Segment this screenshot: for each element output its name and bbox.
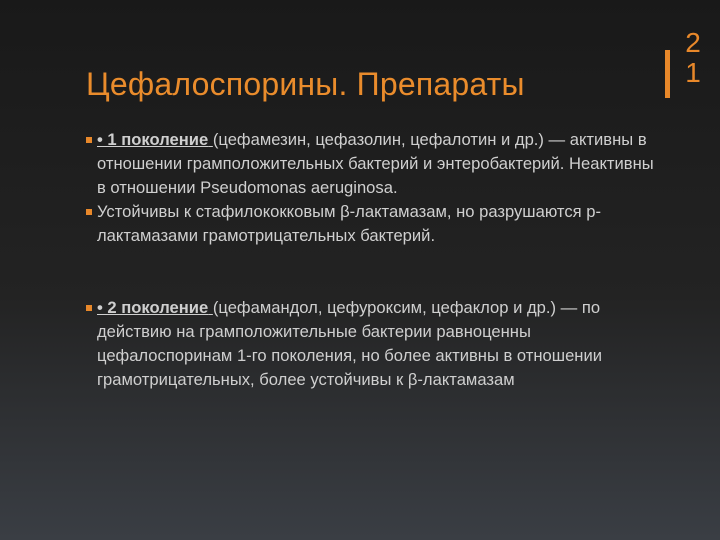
bullet-text: Устойчивы к стафилококковым β-лактамазам, но разрушаются р-лактамазами грамотрицательных бактерий.	[97, 202, 601, 245]
slide-number-bar	[665, 50, 670, 98]
bullet-item	[86, 128, 666, 200]
bullet-square-icon	[86, 305, 92, 311]
slide-body	[86, 128, 666, 392]
bullet-square-icon	[86, 209, 92, 215]
bullet-heading: • 2 поколение	[97, 298, 209, 317]
slide-number-digit: 1	[685, 57, 701, 88]
bullet-item	[86, 296, 666, 392]
bullet-square-icon	[86, 137, 92, 143]
slide-title: Цефалоспорины. Препараты	[86, 66, 525, 102]
bullet-text: (цефамезин, цефазолин, цефалотин и др.) — активны в отношении грамположительных бактерий и энтеробактерий. Неактивны в отношении Pseudomonas aeruginosa.	[97, 130, 654, 197]
bullet-item	[86, 200, 666, 248]
slide-number	[681, 28, 705, 88]
bullet-heading: • 1 поколение	[97, 130, 209, 149]
bullet-text: (цефамандол, цефуроксим, цефаклор и др.) — по действию на грамположительные бактерии равноценны цефалоспоринам 1-го поколения, но более активны в отношении грамотрицательных, более устойчивы к β-лактамазам	[97, 298, 603, 389]
slide-number-digit: 2	[685, 27, 701, 58]
